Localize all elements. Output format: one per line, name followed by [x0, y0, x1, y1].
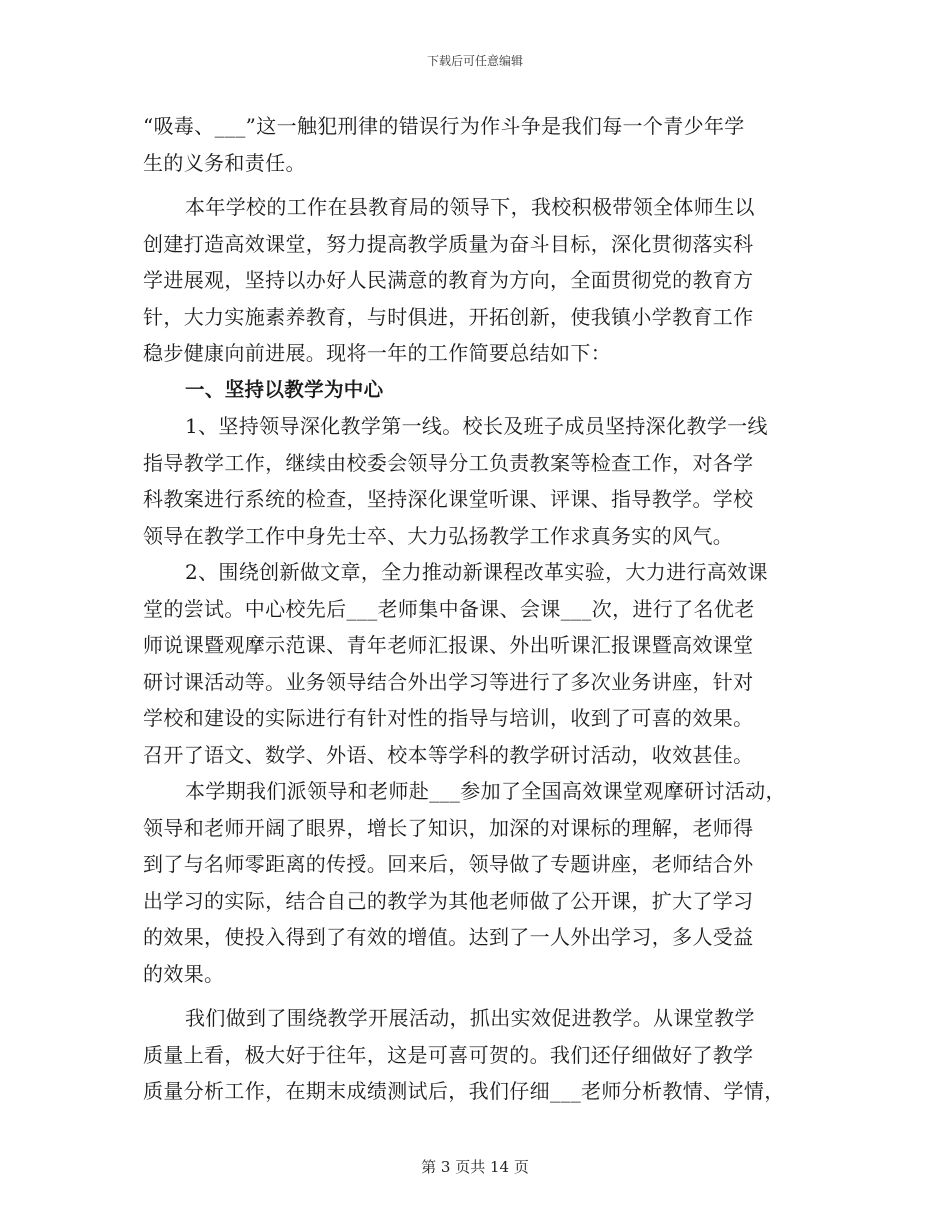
text-line: 学进展观，坚持以办好人民满意的教育为方向，全面贯彻党的教育方 [143, 268, 754, 292]
text-line: 领导在教学工作中身先士卒、大力弘扬教学工作求真务实的风气。 [143, 523, 734, 548]
text-line: 我们做到了围绕教学开展活动，抓出实效促进教学。从课堂教学 [185, 1006, 755, 1030]
text-line: 质量分析工作，在期末成绩测试后，我们仔细___老师分析教情、学情， [143, 1079, 785, 1103]
text-line: 2、围绕创新做文章，全力推动新课程改革实验，大力进行高效课 [185, 560, 768, 584]
section-heading: 一、坚持以教学为中心 [185, 377, 384, 401]
text-line: 指导教学工作，继续由校委会领导分工负责教案等检查工作，对各学 [143, 450, 754, 475]
text-line: 稳步健康向前进展。现将一年的工作简要总结如下： [143, 341, 612, 365]
text-line: 1、坚持领导深化教学第一线。校长及班子成员坚持深化教学一线 [185, 414, 768, 438]
text-line: 堂的尝试。中心校先后___老师集中备课、会课___次，进行了名优老 [143, 596, 755, 621]
text-line: 本年学校的工作在县教育局的领导下，我校积极带领全体师生以 [185, 195, 755, 219]
text-line: 生的义务和责任。 [143, 150, 306, 175]
text-line: 研讨课活动等。业务领导结合外出学习等进行了多次业务讲座，针对 [143, 669, 754, 694]
text-line: 出学习的实际，结合自己的教学为其他老师做了公开课，扩大了学习 [143, 888, 754, 913]
page-number: 第 3 页共 14 页 [421, 1158, 529, 1176]
text-line: 的效果。 [143, 961, 225, 986]
text-line: 学校和建设的实际进行有针对性的指导与培训，收到了可喜的效果。 [143, 706, 754, 730]
text-line: 科教案进行系统的检查，坚持深化课堂听课、评课、指导教学。学校 [143, 487, 754, 511]
document-body [143, 108, 815, 1110]
text-line: “吸毒、___”这一触犯刑律的错误行为作斗争是我们每一个青少年学 [143, 114, 745, 138]
text-line: 师说课暨观摩示范课、青年老师汇报课、外出听课汇报课暨高效课堂 [143, 633, 754, 657]
text-line: 质量上看，极大好于往年，这是可喜可贺的。我们还仔细做好了教学 [143, 1042, 754, 1067]
text-line: 创建打造高效课堂，努力提高教学质量为奋斗目标，深化贯彻落实科 [143, 231, 754, 256]
paragraph-gap [143, 181, 815, 189]
text-line: 的效果，使投入得到了有效的增值。达到了一人外出学习，多人受益 [143, 925, 754, 949]
text-line: 本学期我们派领导和老师赴___参加了全国高效课堂观摩研讨活动， [185, 779, 786, 803]
text-line: 领导和老师开阔了眼界，增长了知识，加深的对课标的理解，老师得 [143, 815, 754, 840]
text-line: 针，大力实施素养教育，与时俱进，开拓创新，使我镇小学教育工作 [143, 304, 754, 329]
text-line: 召开了语文、数学、外语、校本等学科的教学研讨活动，收效甚佳。 [143, 742, 754, 767]
text-line: 到了与名师零距离的传授。回来后，领导做了专题讲座，老师结合外 [143, 852, 754, 876]
paragraph-gap [143, 992, 815, 1000]
page-header: 下载后可任意编辑 [426, 54, 523, 68]
